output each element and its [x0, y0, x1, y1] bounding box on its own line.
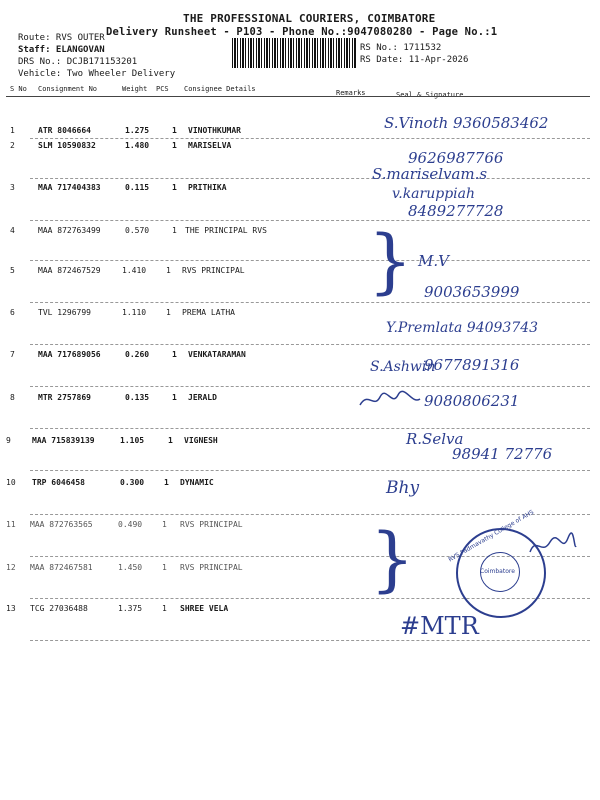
row-pcs: 1 — [166, 308, 171, 317]
row-weight: 0.260 — [125, 350, 150, 359]
row-divider — [30, 428, 590, 429]
row-sno: 13 — [6, 604, 16, 613]
signature-8-phone: 9080806231 — [424, 392, 520, 410]
row-divider — [30, 386, 590, 387]
row-consignment: MAA 872763565 — [30, 520, 93, 529]
bracket-rows-4-5: } — [368, 220, 413, 302]
row-divider — [30, 640, 590, 641]
bracket-rows-11-12: } — [370, 518, 415, 600]
row-divider — [30, 302, 590, 303]
signature-4-5-phone: 9003653999 — [424, 283, 520, 301]
signature-13: #MTR — [400, 612, 479, 640]
row-weight: 0.135 — [125, 393, 150, 402]
row-sno: 2 — [10, 141, 15, 150]
row-consignee: SHREE VELA — [180, 604, 229, 613]
col-pcs: PCS — [156, 85, 169, 93]
row-consignee: DYNAMIC — [180, 478, 214, 487]
col-weight: Weight — [122, 85, 148, 93]
row-divider — [30, 470, 590, 471]
rs-number: RS No.: 1711532 — [360, 43, 442, 53]
vehicle-label: Vehicle: Two Wheeler Delivery — [18, 69, 176, 79]
table-row — [0, 183, 600, 225]
row-weight: 1.105 — [120, 436, 145, 445]
signature-3-phone: 8489277728 — [408, 202, 504, 220]
signature-9-name: R.Selva — [406, 430, 464, 448]
row-consignment: MAA 717404383 — [38, 183, 101, 192]
signature-1: S.Vinoth 9360583462 — [384, 114, 549, 132]
row-weight: 0.570 — [125, 226, 150, 235]
row-consignment: MAA 872467529 — [38, 266, 101, 275]
col-sno: S No — [10, 85, 27, 93]
col-signature: Seal & Signature — [396, 91, 464, 99]
row-sno: 3 — [10, 183, 15, 192]
signature-9-phone: 98941 72776 — [452, 445, 553, 463]
row-divider — [30, 220, 590, 221]
signature-3-name: v.karuppiah — [392, 186, 476, 202]
row-consignment: ATR 8046664 — [38, 126, 91, 135]
row-consignment: MAA 872763499 — [38, 226, 101, 235]
row-divider — [30, 514, 590, 515]
row-divider — [30, 138, 590, 139]
signature-7-phone: 9677891316 — [424, 356, 520, 374]
row-weight: 1.375 — [118, 604, 143, 613]
row-sno: 8 — [10, 393, 15, 402]
row-sno: 12 — [6, 563, 16, 572]
row-pcs: 1 — [172, 393, 177, 402]
row-consignee: PRITHIKA — [188, 183, 227, 192]
row-weight: 1.410 — [122, 266, 147, 275]
company-title: THE PROFESSIONAL COURIERS, COIMBATORE — [183, 12, 436, 25]
row-consignment: MTR 2757869 — [38, 393, 91, 402]
row-consignee: VINOTHKUMAR — [188, 126, 241, 135]
col-remarks: Remarks — [336, 89, 366, 97]
signature-8-scribble — [358, 389, 422, 409]
seal-text: RVS Padmavathy College of AHS — [447, 508, 536, 564]
row-pcs: 1 — [172, 126, 177, 135]
row-consignee: THE PRINCIPAL RVS — [185, 226, 267, 235]
row-consignee: RVS PRINCIPAL — [182, 266, 245, 275]
signature-4-5-name: M.V — [418, 252, 449, 270]
runsheet-line: Delivery Runsheet - P103 - Phone No.:9047080280 - Page No.:1 — [106, 26, 498, 38]
row-consignee: RVS PRINCIPAL — [180, 520, 243, 529]
row-consignee: VENKATARAMAN — [188, 350, 246, 359]
signature-6: Y.Premlata 94093743 — [386, 320, 539, 336]
row-consignment: TCG 27036488 — [30, 604, 88, 613]
row-weight: 0.300 — [120, 478, 145, 487]
row-divider — [30, 260, 590, 261]
row-consignee: RVS PRINCIPAL — [180, 563, 243, 572]
row-sno: 7 — [10, 350, 15, 359]
row-weight: 1.450 — [118, 563, 143, 572]
signature-2-phone: 9626987766 — [408, 149, 504, 167]
row-weight: 0.115 — [125, 183, 150, 192]
header-rule — [6, 96, 590, 97]
row-sno: 4 — [10, 226, 15, 235]
row-weight: 0.490 — [118, 520, 143, 529]
row-sno: 1 — [10, 126, 15, 135]
row-divider — [30, 344, 590, 345]
row-sno: 11 — [6, 520, 16, 529]
row-consignment: TRP 6046458 — [32, 478, 85, 487]
row-consignee: PREMA LATHA — [182, 308, 235, 317]
route-label: Route: RVS OUTER — [18, 33, 105, 43]
row-sno: 9 — [6, 436, 11, 445]
row-weight: 1.275 — [125, 126, 150, 135]
staff-label: Staff: ELANGOVAN — [18, 45, 105, 55]
col-consignment: Consignment No — [38, 85, 98, 93]
row-pcs: 1 — [172, 141, 177, 150]
row-pcs: 1 — [162, 520, 167, 529]
row-pcs: 1 — [164, 478, 169, 487]
row-pcs: 1 — [168, 436, 173, 445]
drs-label: DRS No.: DCJB171153201 — [18, 57, 138, 67]
table-row — [0, 141, 600, 183]
row-sno: 6 — [10, 308, 15, 317]
row-weight: 1.110 — [122, 308, 147, 317]
row-pcs: 1 — [166, 266, 171, 275]
row-sno: 10 — [6, 478, 16, 487]
row-consignee: JERALD — [188, 393, 217, 402]
row-consignment: MAA 717689056 — [38, 350, 101, 359]
col-consignee: Consignee Details — [184, 85, 256, 93]
barcode — [232, 38, 356, 68]
row-divider — [30, 178, 590, 179]
row-consignment: SLM 10590832 — [38, 141, 96, 150]
row-pcs: 1 — [172, 226, 177, 235]
row-sno: 5 — [10, 266, 15, 275]
signature-2-name: S.mariselvam.s — [372, 165, 488, 183]
row-consignment: MAA 715839139 — [32, 436, 95, 445]
seal-city: Coimbatore — [480, 568, 515, 575]
seal-signature-scribble — [528, 532, 578, 558]
row-weight: 1.480 — [125, 141, 150, 150]
row-consignee: VIGNESH — [184, 436, 218, 445]
signature-7-name: S.Ashwin — [370, 359, 436, 375]
row-pcs: 1 — [172, 350, 177, 359]
row-pcs: 1 — [162, 604, 167, 613]
rs-date: RS Date: 11-Apr-2026 — [360, 55, 469, 65]
row-consignee: MARISELVA — [188, 141, 232, 150]
row-pcs: 1 — [172, 183, 177, 192]
row-consignment: TVL 1296799 — [38, 308, 91, 317]
signature-10: Bhy — [386, 478, 420, 498]
row-consignment: MAA 872467581 — [30, 563, 93, 572]
row-pcs: 1 — [162, 563, 167, 572]
table-row — [0, 226, 600, 268]
